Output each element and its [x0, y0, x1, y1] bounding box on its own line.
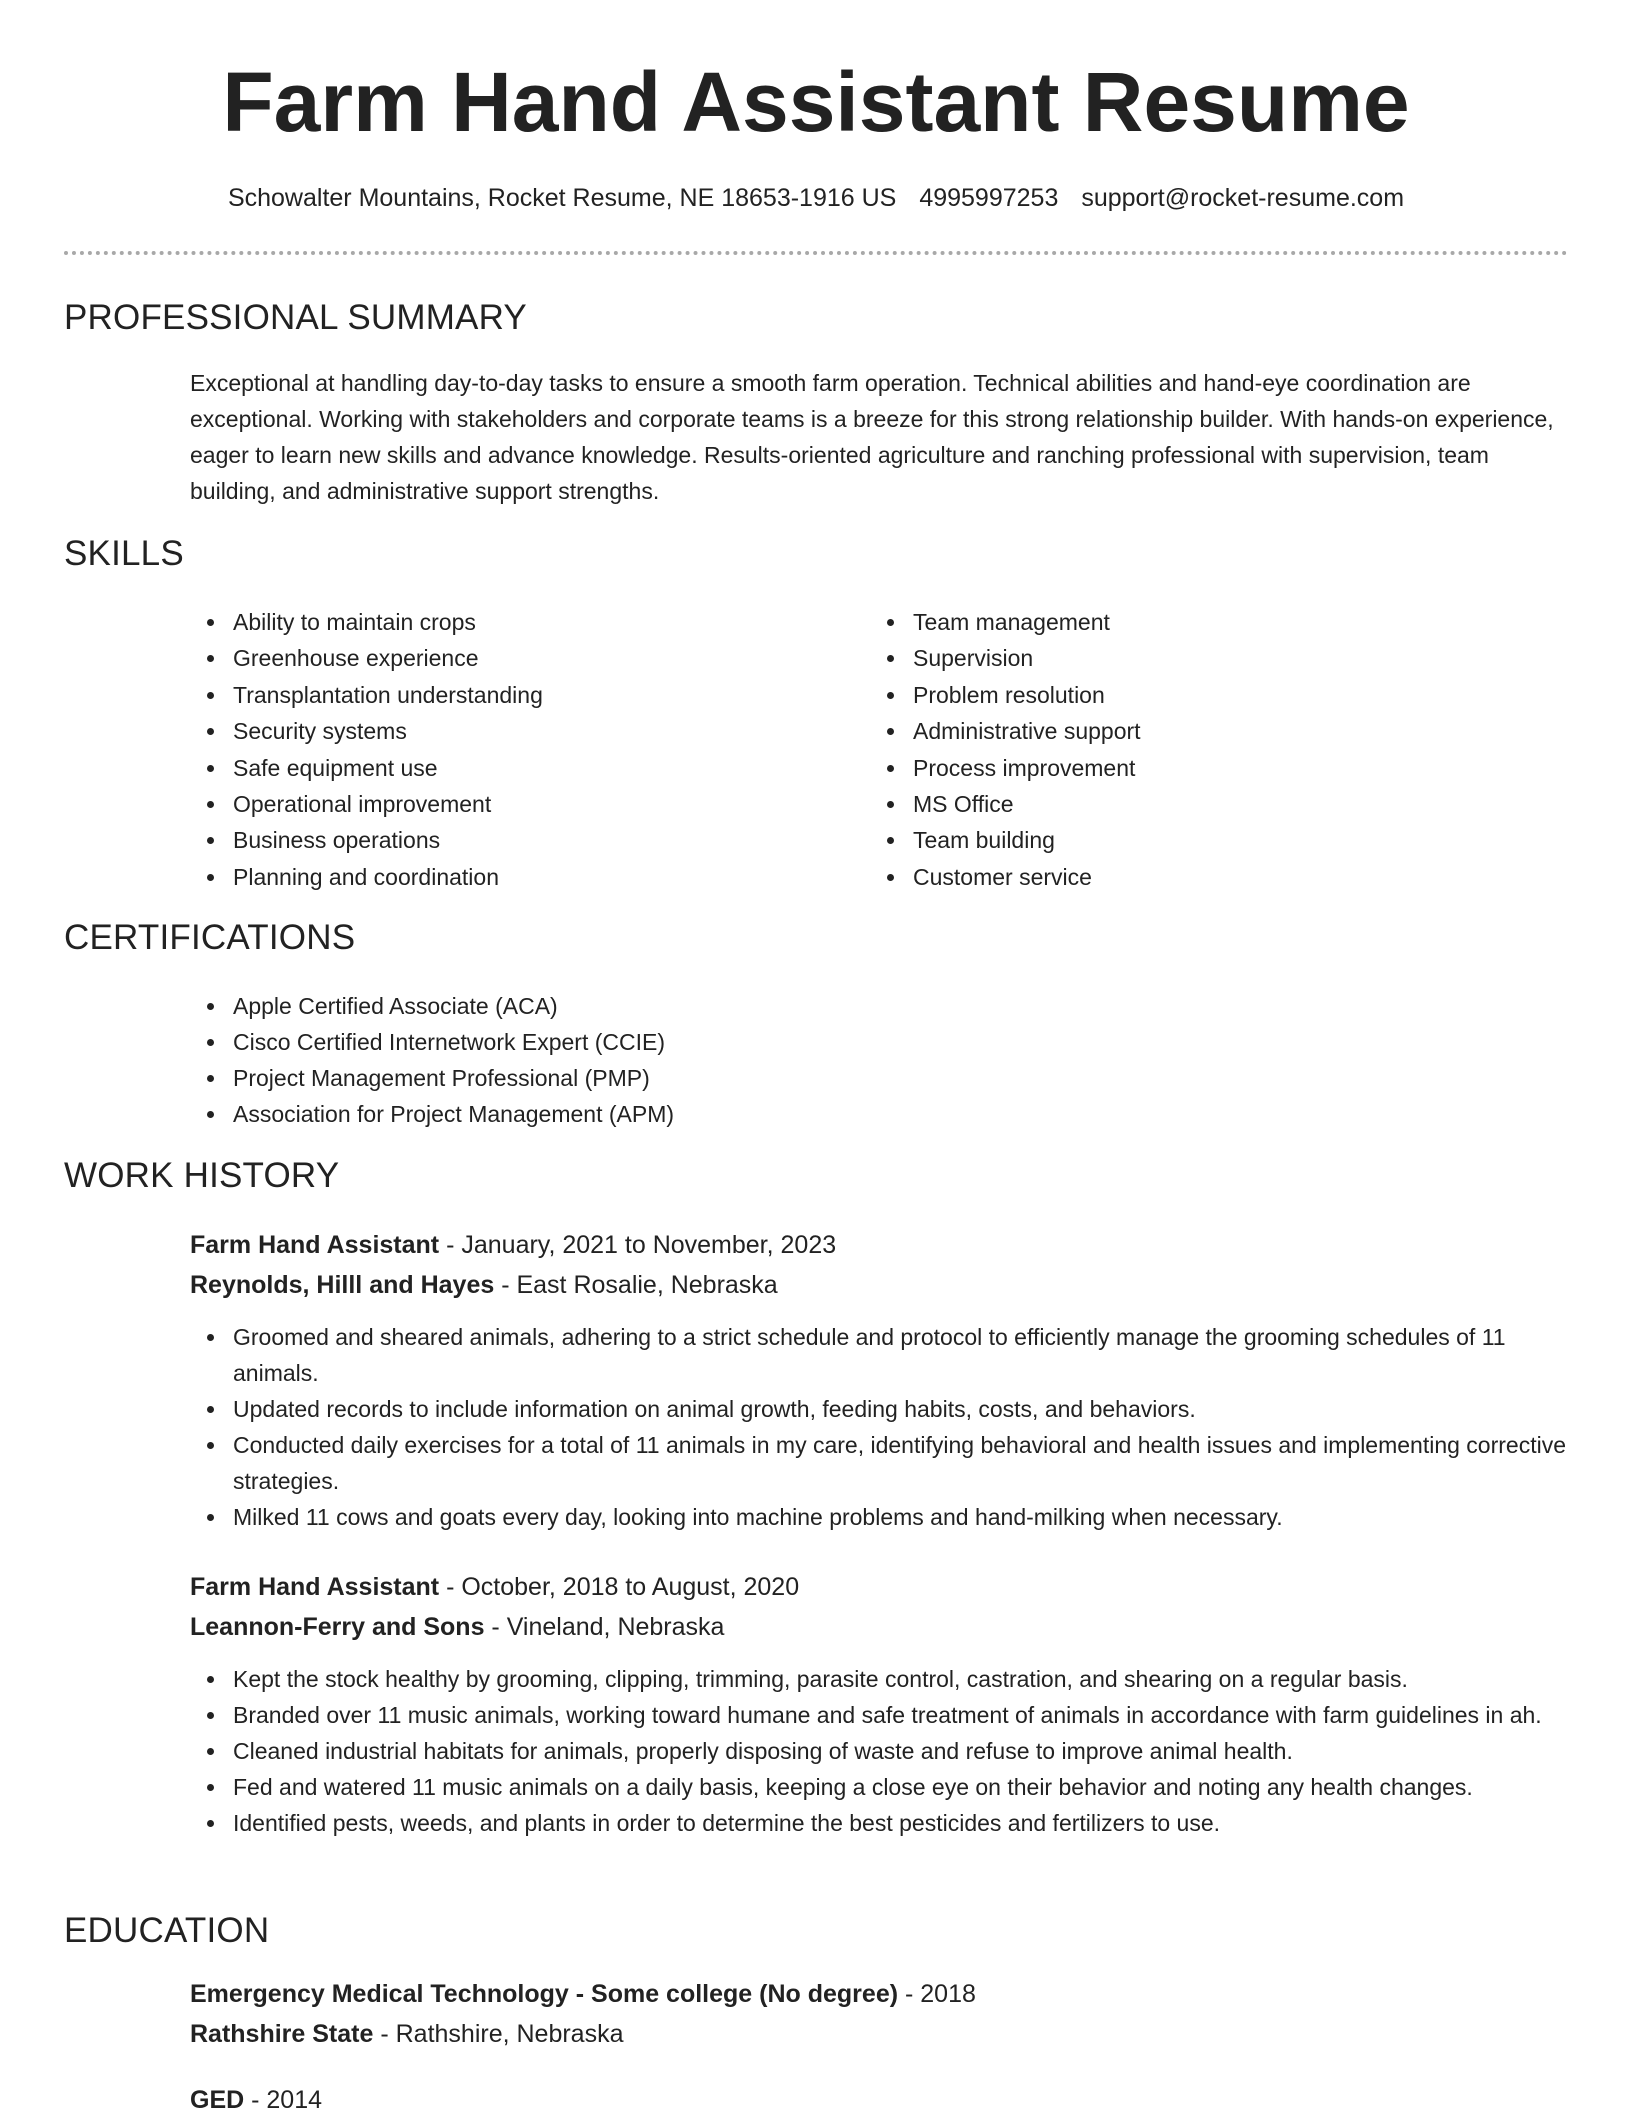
skill-item: Security systems — [190, 713, 543, 749]
job-bullet: Cleaned industrial habitats for animals, properly disposing of waste and refuse to improve animal health. — [190, 1733, 1568, 1769]
contact-email: support@rocket-resume.com — [1081, 184, 1405, 212]
education-entry — [190, 1974, 1568, 2054]
skill-item: Team building — [870, 822, 1141, 858]
skill-item: Customer service — [870, 859, 1141, 895]
skill-item: Team management — [870, 604, 1141, 640]
section-title-education: EDUCATION — [64, 1911, 270, 1950]
education-year: - 2018 — [898, 1980, 976, 2008]
summary-text: Exceptional at handling day-to-day tasks to ensure a smooth farm operation. Technical abilities and hand-eye coordination are exceptional. Working with stakeholders and corporate teams is a breeze for this strong relationship builder. With hands-on experience, eager to learn new skills and advance knowledge. Results-oriented agriculture and ranching professional with supervision, team building, and administrative support strengths. — [190, 370, 1554, 504]
job-bullets — [190, 1661, 1568, 1841]
education-year: - 2014 — [244, 2086, 323, 2114]
job-entry — [190, 1567, 1568, 1841]
education-location: - Rathshire, Nebraska — [373, 2020, 624, 2048]
job-title-line — [190, 1225, 1568, 1265]
job-bullet: Fed and watered 11 music animals on a daily basis, keeping a close eye on their behavior and noting any health changes. — [190, 1769, 1568, 1805]
job-company-line — [190, 1265, 1568, 1305]
skills-list-left — [190, 604, 543, 895]
job-role: Farm Hand Assistant — [190, 1573, 440, 1601]
job-location: - Vineland, Nebraska — [484, 1613, 725, 1641]
job-bullet: Identified pests, weeds, and plants in order to determine the best pesticides and fertilizers to use. — [190, 1805, 1568, 1841]
skills-list-right — [870, 604, 1141, 895]
job-bullet: Updated records to include information on animal growth, feeding habits, costs, and behaviors. — [190, 1391, 1568, 1427]
job-company: Leannon-Ferry and Sons — [190, 1613, 485, 1641]
job-bullet: Conducted daily exercises for a total of 11 animals in my care, identifying behavioral and health issues and implementing corrective strategies. — [190, 1427, 1568, 1499]
contact-line — [0, 181, 1632, 215]
certification-item: Project Management Professional (PMP) — [190, 1060, 674, 1096]
certification-item: Cisco Certified Internetwork Expert (CCIE) — [190, 1024, 674, 1060]
header-divider — [64, 251, 1568, 255]
skill-item: Process improvement — [870, 750, 1141, 786]
skill-item: Safe equipment use — [190, 750, 543, 786]
skill-item: Greenhouse experience — [190, 640, 543, 676]
job-bullet: Kept the stock healthy by grooming, clipping, trimming, parasite control, castration, and shearing on a regular basis. — [190, 1661, 1568, 1697]
education-entry — [190, 2080, 1568, 2120]
skill-item: Transplantation understanding — [190, 677, 543, 713]
education-school-line — [190, 2014, 1568, 2054]
job-bullets — [190, 1319, 1568, 1535]
education-school: Rathshire State — [190, 2020, 374, 2048]
job-role: Farm Hand Assistant — [190, 1231, 440, 1259]
job-company: Reynolds, Hilll and Hayes — [190, 1271, 495, 1299]
job-dates: - October, 2018 to August, 2020 — [439, 1573, 800, 1601]
education-degree-line — [190, 1974, 1568, 2014]
section-title-summary: PROFESSIONAL SUMMARY — [64, 298, 527, 337]
job-bullet: Milked 11 cows and goats every day, looking into machine problems and hand-milking when necessary. — [190, 1499, 1568, 1535]
certification-item: Apple Certified Associate (ACA) — [190, 988, 674, 1024]
job-company-line — [190, 1607, 1568, 1647]
job-bullet: Branded over 11 music animals, working toward humane and safe treatment of animals in accordance with farm guidelines in ah. — [190, 1697, 1568, 1733]
skill-item: Problem resolution — [870, 677, 1141, 713]
skill-item: Business operations — [190, 822, 543, 858]
section-title-work-history: WORK HISTORY — [64, 1156, 340, 1195]
job-dates: - January, 2021 to November, 2023 — [439, 1231, 837, 1259]
skill-item: MS Office — [870, 786, 1141, 822]
job-entry — [190, 1225, 1568, 1535]
skill-item: Operational improvement — [190, 786, 543, 822]
job-bullet: Groomed and sheared animals, adhering to a strict schedule and protocol to efficiently manage the grooming schedules of 11 animals. — [190, 1319, 1568, 1391]
skill-item: Ability to maintain crops — [190, 604, 543, 640]
contact-phone: 4995997253 — [919, 184, 1059, 212]
skill-item: Administrative support — [870, 713, 1141, 749]
job-title-line — [190, 1567, 1568, 1607]
education-degree: Emergency Medical Technology - Some college (No degree) — [190, 1980, 899, 2008]
section-title-skills: SKILLS — [64, 534, 184, 573]
skill-item: Planning and coordination — [190, 859, 543, 895]
job-location: - East Rosalie, Nebraska — [494, 1271, 778, 1299]
contact-address: Schowalter Mountains, Rocket Resume, NE 18653-1916 US — [227, 184, 897, 212]
education-degree: GED — [190, 2086, 245, 2114]
certifications-list — [190, 988, 674, 1132]
education-degree-line — [190, 2080, 1568, 2120]
section-title-certifications: CERTIFICATIONS — [64, 918, 356, 957]
resume-title: Farm Hand Assistant Resume — [222, 55, 1410, 149]
certification-item: Association for Project Management (APM) — [190, 1096, 674, 1132]
skill-item: Supervision — [870, 640, 1141, 676]
